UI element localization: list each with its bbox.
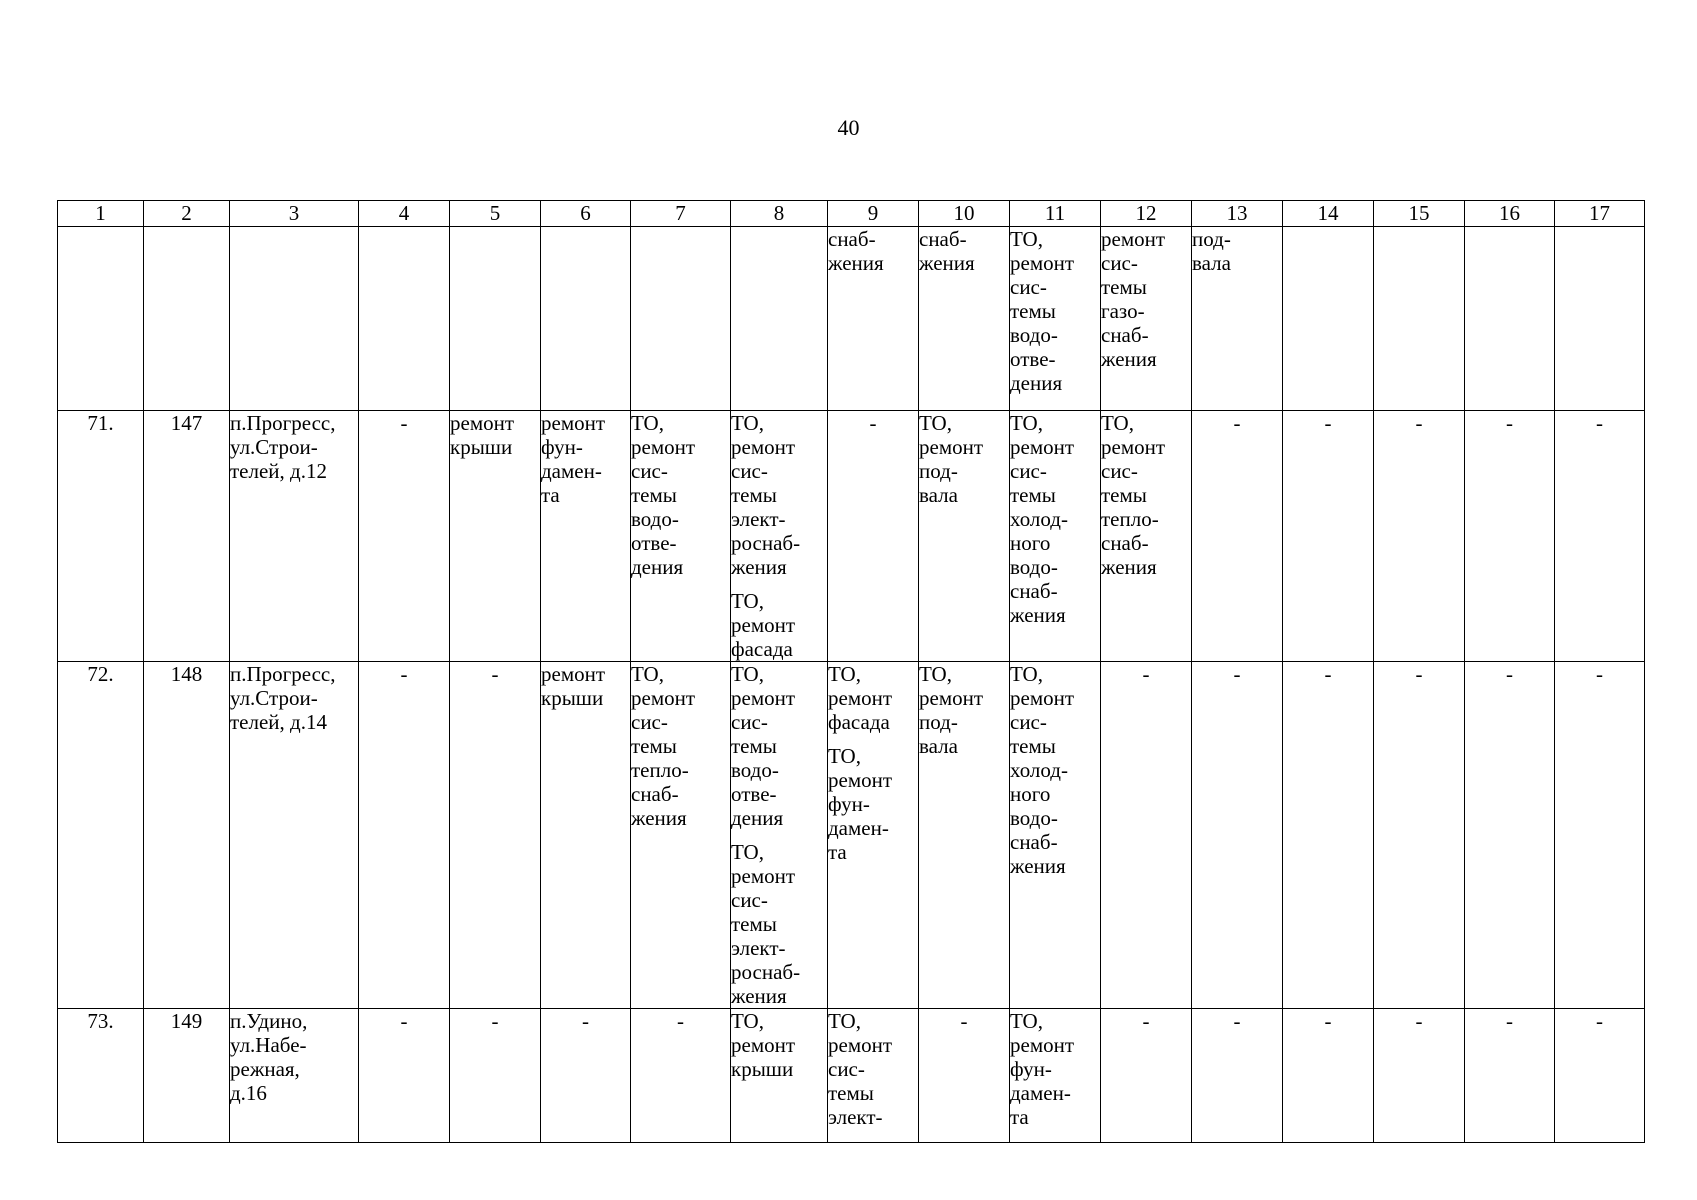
cell-col-9 (828, 662, 919, 1009)
cell-line: роснаб- (731, 531, 801, 555)
cont-cell-3 (230, 227, 359, 411)
cont-cell-15 (1374, 227, 1465, 411)
cell-line: ремонт (631, 686, 696, 710)
cell-line: ремонт (828, 1033, 893, 1057)
cell-line: ТО, (828, 744, 861, 768)
cell-line: водо- (1010, 806, 1058, 830)
cell-line: дамен- (541, 459, 602, 483)
cell-line: ТО, (1010, 227, 1043, 251)
cell-col-8 (731, 662, 828, 1009)
address-line: п.Прогресс, (230, 411, 336, 435)
cont-cell-13 (1192, 227, 1283, 411)
cell-line: сис- (631, 459, 668, 483)
cell-line: темы (731, 483, 777, 507)
cell-col-6 (541, 411, 631, 662)
cell-line: снаб- (631, 782, 679, 806)
cell-line: ТО, (731, 840, 764, 864)
row-number: 71. (58, 411, 144, 662)
work-item (1010, 662, 1100, 878)
column-header-15: 15 (1374, 201, 1465, 227)
work-item (1010, 411, 1100, 627)
column-header-13: 13 (1192, 201, 1283, 227)
cell-line: ремонт (1010, 1033, 1075, 1057)
address-cell (230, 662, 359, 1009)
address-line: ул.Строи- (230, 686, 318, 710)
column-header-5: 5 (450, 201, 541, 227)
cell-line: сис- (631, 710, 668, 734)
cell-col-15: - (1374, 662, 1465, 1009)
cell-line: под- (1192, 227, 1231, 251)
cell-col-16: - (1465, 1009, 1555, 1143)
work-item (631, 662, 730, 830)
cell-col-12: - (1101, 662, 1192, 1009)
cell-line: ремонт (1101, 227, 1166, 251)
column-header-3: 3 (230, 201, 359, 227)
cell-col-12 (1101, 411, 1192, 662)
cell-line: жения (919, 251, 975, 275)
work-item (541, 411, 630, 507)
cell-line: сис- (731, 888, 768, 912)
work-item (731, 840, 827, 1008)
cont-cell-12 (1101, 227, 1192, 411)
cell-col-13: - (1192, 411, 1283, 662)
cell-line: дения (731, 806, 784, 830)
cell-col-14: - (1283, 1009, 1374, 1143)
cell-line: элект- (828, 1105, 883, 1129)
row-number: 72. (58, 662, 144, 1009)
row-number: 73. (58, 1009, 144, 1143)
cell-line: темы (1101, 483, 1147, 507)
cell-line: ТО, (828, 662, 861, 686)
column-header-4: 4 (359, 201, 450, 227)
cell-line: фун- (1010, 1057, 1052, 1081)
cell-line: отве- (631, 531, 677, 555)
cell-col-8 (731, 1009, 828, 1143)
cell-line: ТО, (1010, 411, 1043, 435)
address-line: ул.Набе- (230, 1033, 307, 1057)
cell-line: сис- (1010, 275, 1047, 299)
cell-line: ремонт (1010, 686, 1075, 710)
cell-line: ТО, (731, 411, 764, 435)
column-header-16: 16 (1465, 201, 1555, 227)
cont-cell-10 (919, 227, 1010, 411)
cell-line: темы (731, 912, 777, 936)
cell-line: темы (828, 1081, 874, 1105)
cell-col-6 (541, 662, 631, 1009)
work-item (731, 1009, 827, 1081)
cell-line: ТО, (919, 662, 952, 686)
cell-line: вала (1192, 251, 1231, 275)
cell-line: тепло- (631, 758, 689, 782)
cell-col-4: - (359, 1009, 450, 1143)
cell-line: снаб- (1101, 323, 1149, 347)
address-line: п.Удино, (230, 1009, 308, 1033)
works-table (57, 200, 1645, 1143)
cont-cell-11 (1010, 227, 1101, 411)
cont-cell-4 (359, 227, 450, 411)
cell-line: снаб- (1010, 830, 1058, 854)
cell-line: снаб- (1010, 579, 1058, 603)
cell-line: сис- (1101, 459, 1138, 483)
cell-line: ремонт (541, 662, 606, 686)
cell-line: дения (1010, 371, 1063, 395)
cell-line: ремонт (1010, 251, 1075, 275)
column-header-1: 1 (58, 201, 144, 227)
table-row (58, 662, 1645, 1009)
column-header-10: 10 (919, 201, 1010, 227)
cell-line: фун- (541, 435, 583, 459)
work-item (919, 662, 1009, 758)
column-header-17: 17 (1555, 201, 1645, 227)
house-id: 147 (144, 411, 230, 662)
cell-col-8 (731, 411, 828, 662)
continuation-row (58, 227, 1645, 411)
cell-line: ТО, (828, 1009, 861, 1033)
cell-line: фасада (731, 637, 793, 661)
column-header-6: 6 (541, 201, 631, 227)
cell-col-17: - (1555, 1009, 1645, 1143)
cell-line: элект- (731, 507, 786, 531)
cell-col-10: - (919, 1009, 1010, 1143)
cont-cell-9 (828, 227, 919, 411)
cont-cell-17 (1555, 227, 1645, 411)
cell-line: ТО, (919, 411, 952, 435)
cell-line: ремонт (541, 411, 606, 435)
cell-line: ного (1010, 782, 1051, 806)
address-line: телей, д.14 (230, 710, 327, 734)
cell-col-11 (1010, 411, 1101, 662)
cell-line: ного (1010, 531, 1051, 555)
cell-line: ремонт (919, 686, 984, 710)
cell-col-4: - (359, 411, 450, 662)
cell-col-7: - (631, 1009, 731, 1143)
cell-line: под- (919, 459, 958, 483)
cell-line: ремонт (1101, 435, 1166, 459)
column-header-9: 9 (828, 201, 919, 227)
address-line: п.Прогресс, (230, 662, 336, 686)
cell-line: дамен- (828, 816, 889, 840)
cell-line: та (828, 840, 847, 864)
cell-line: ремонт (828, 686, 893, 710)
cell-col-9 (828, 1009, 919, 1143)
cell-col-13: - (1192, 662, 1283, 1009)
cont-cell-14 (1283, 227, 1374, 411)
cell-line: вала (919, 483, 958, 507)
cell-col-10 (919, 411, 1010, 662)
cell-line: ТО, (1010, 1009, 1043, 1033)
cell-line: жения (631, 806, 687, 830)
cont-cell-1 (58, 227, 144, 411)
cell-line: ремонт (1010, 435, 1075, 459)
cell-line: жения (828, 251, 884, 275)
work-item (631, 411, 730, 579)
cell-line: темы (1010, 299, 1056, 323)
cell-line: крыши (541, 686, 604, 710)
work-item (919, 411, 1009, 507)
cont-cell-2 (144, 227, 230, 411)
address-cell (230, 1009, 359, 1143)
cell-line: ремонт (731, 435, 796, 459)
cell-line: холод- (1010, 758, 1068, 782)
cell-line: тепло- (1101, 507, 1159, 531)
cell-col-5: - (450, 662, 541, 1009)
cell-line: ТО, (731, 1009, 764, 1033)
address-line: ул.Строи- (230, 435, 318, 459)
work-item (1101, 411, 1191, 579)
table-row (58, 411, 1645, 662)
cell-line: отве- (1010, 347, 1056, 371)
cell-col-5: - (450, 1009, 541, 1143)
work-item (541, 662, 630, 710)
address-line: телей, д.12 (230, 459, 327, 483)
cell-line: ТО, (631, 662, 664, 686)
work-item (450, 411, 540, 459)
cell-line: ТО, (1010, 662, 1043, 686)
cell-line: ремонт (731, 686, 796, 710)
cell-line: ТО, (731, 589, 764, 613)
cell-line: ремонт (828, 768, 893, 792)
cell-line: водо- (631, 507, 679, 531)
house-id: 149 (144, 1009, 230, 1143)
work-item (731, 411, 827, 579)
cell-col-14: - (1283, 411, 1374, 662)
cell-line: темы (631, 483, 677, 507)
cell-col-13: - (1192, 1009, 1283, 1143)
cell-line: темы (1101, 275, 1147, 299)
cell-col-5 (450, 411, 541, 662)
column-header-7: 7 (631, 201, 731, 227)
cell-line: жения (1010, 603, 1066, 627)
cell-line: холод- (1010, 507, 1068, 531)
address-line: режная, (230, 1057, 300, 1081)
cell-line: сис- (1010, 710, 1047, 734)
column-header-8: 8 (731, 201, 828, 227)
cell-line: ремонт (731, 1033, 796, 1057)
cell-line: отве- (731, 782, 777, 806)
cell-line: водо- (1010, 555, 1058, 579)
cell-line: жения (1101, 347, 1157, 371)
cell-line: снаб- (919, 227, 967, 251)
cell-line: роснаб- (731, 960, 801, 984)
cont-cell-16 (1465, 227, 1555, 411)
cell-col-10 (919, 662, 1010, 1009)
cell-col-15: - (1374, 1009, 1465, 1143)
cell-line: ремонт (731, 864, 796, 888)
column-header-11: 11 (1010, 201, 1101, 227)
cell-line: темы (1010, 483, 1056, 507)
cell-line: дения (631, 555, 684, 579)
cell-col-11 (1010, 1009, 1101, 1143)
cell-col-4: - (359, 662, 450, 1009)
cell-col-17: - (1555, 411, 1645, 662)
column-header-14: 14 (1283, 201, 1374, 227)
cell-line: ТО, (731, 662, 764, 686)
cell-col-7 (631, 411, 731, 662)
cell-line: ТО, (1101, 411, 1134, 435)
cell-line: ремонт (450, 411, 515, 435)
address-cell (230, 411, 359, 662)
table-row (58, 1009, 1645, 1143)
cell-line: крыши (731, 1057, 794, 1081)
header-row (58, 201, 1645, 227)
cell-col-9: - (828, 411, 919, 662)
cell-col-15: - (1374, 411, 1465, 662)
address-line: д.16 (230, 1081, 267, 1105)
cell-line: газо- (1101, 299, 1145, 323)
cell-col-11 (1010, 662, 1101, 1009)
cont-cell-5 (450, 227, 541, 411)
cell-line: сис- (828, 1057, 865, 1081)
cell-line: жения (731, 984, 787, 1008)
cell-line: сис- (731, 710, 768, 734)
work-item (731, 662, 827, 830)
cell-line: сис- (1101, 251, 1138, 275)
cell-col-7 (631, 662, 731, 1009)
cell-line: жения (1010, 854, 1066, 878)
cell-col-16: - (1465, 411, 1555, 662)
cell-line: фасада (828, 710, 890, 734)
cont-cell-6 (541, 227, 631, 411)
cell-line: ТО, (631, 411, 664, 435)
cell-line: ремонт (631, 435, 696, 459)
cell-line: та (1010, 1105, 1029, 1129)
cell-line: фун- (828, 792, 870, 816)
cell-line: элект- (731, 936, 786, 960)
house-id: 148 (144, 662, 230, 1009)
cell-line: водо- (1010, 323, 1058, 347)
cell-line: водо- (731, 758, 779, 782)
cell-line: та (541, 483, 560, 507)
work-item (731, 589, 827, 661)
cont-cell-8 (731, 227, 828, 411)
cell-line: снаб- (1101, 531, 1149, 555)
cell-line: темы (731, 734, 777, 758)
work-item (828, 1009, 918, 1129)
cell-col-6: - (541, 1009, 631, 1143)
cell-col-12: - (1101, 1009, 1192, 1143)
work-item (1010, 1009, 1100, 1129)
cell-col-17: - (1555, 662, 1645, 1009)
cell-line: темы (1010, 734, 1056, 758)
cell-line: снаб- (828, 227, 876, 251)
work-item (828, 662, 918, 734)
cell-line: жения (1101, 555, 1157, 579)
cell-line: ремонт (919, 435, 984, 459)
cell-line: сис- (731, 459, 768, 483)
cell-line: жения (731, 555, 787, 579)
cell-col-16: - (1465, 662, 1555, 1009)
cont-cell-7 (631, 227, 731, 411)
column-header-12: 12 (1101, 201, 1192, 227)
work-item (828, 744, 918, 864)
column-header-2: 2 (144, 201, 230, 227)
cell-col-14: - (1283, 662, 1374, 1009)
cell-line: под- (919, 710, 958, 734)
page-number: 40 (837, 115, 860, 140)
cell-line: сис- (1010, 459, 1047, 483)
cell-line: темы (631, 734, 677, 758)
cell-line: крыши (450, 435, 513, 459)
cell-line: вала (919, 734, 958, 758)
cell-line: ремонт (731, 613, 796, 637)
cell-line: дамен- (1010, 1081, 1071, 1105)
